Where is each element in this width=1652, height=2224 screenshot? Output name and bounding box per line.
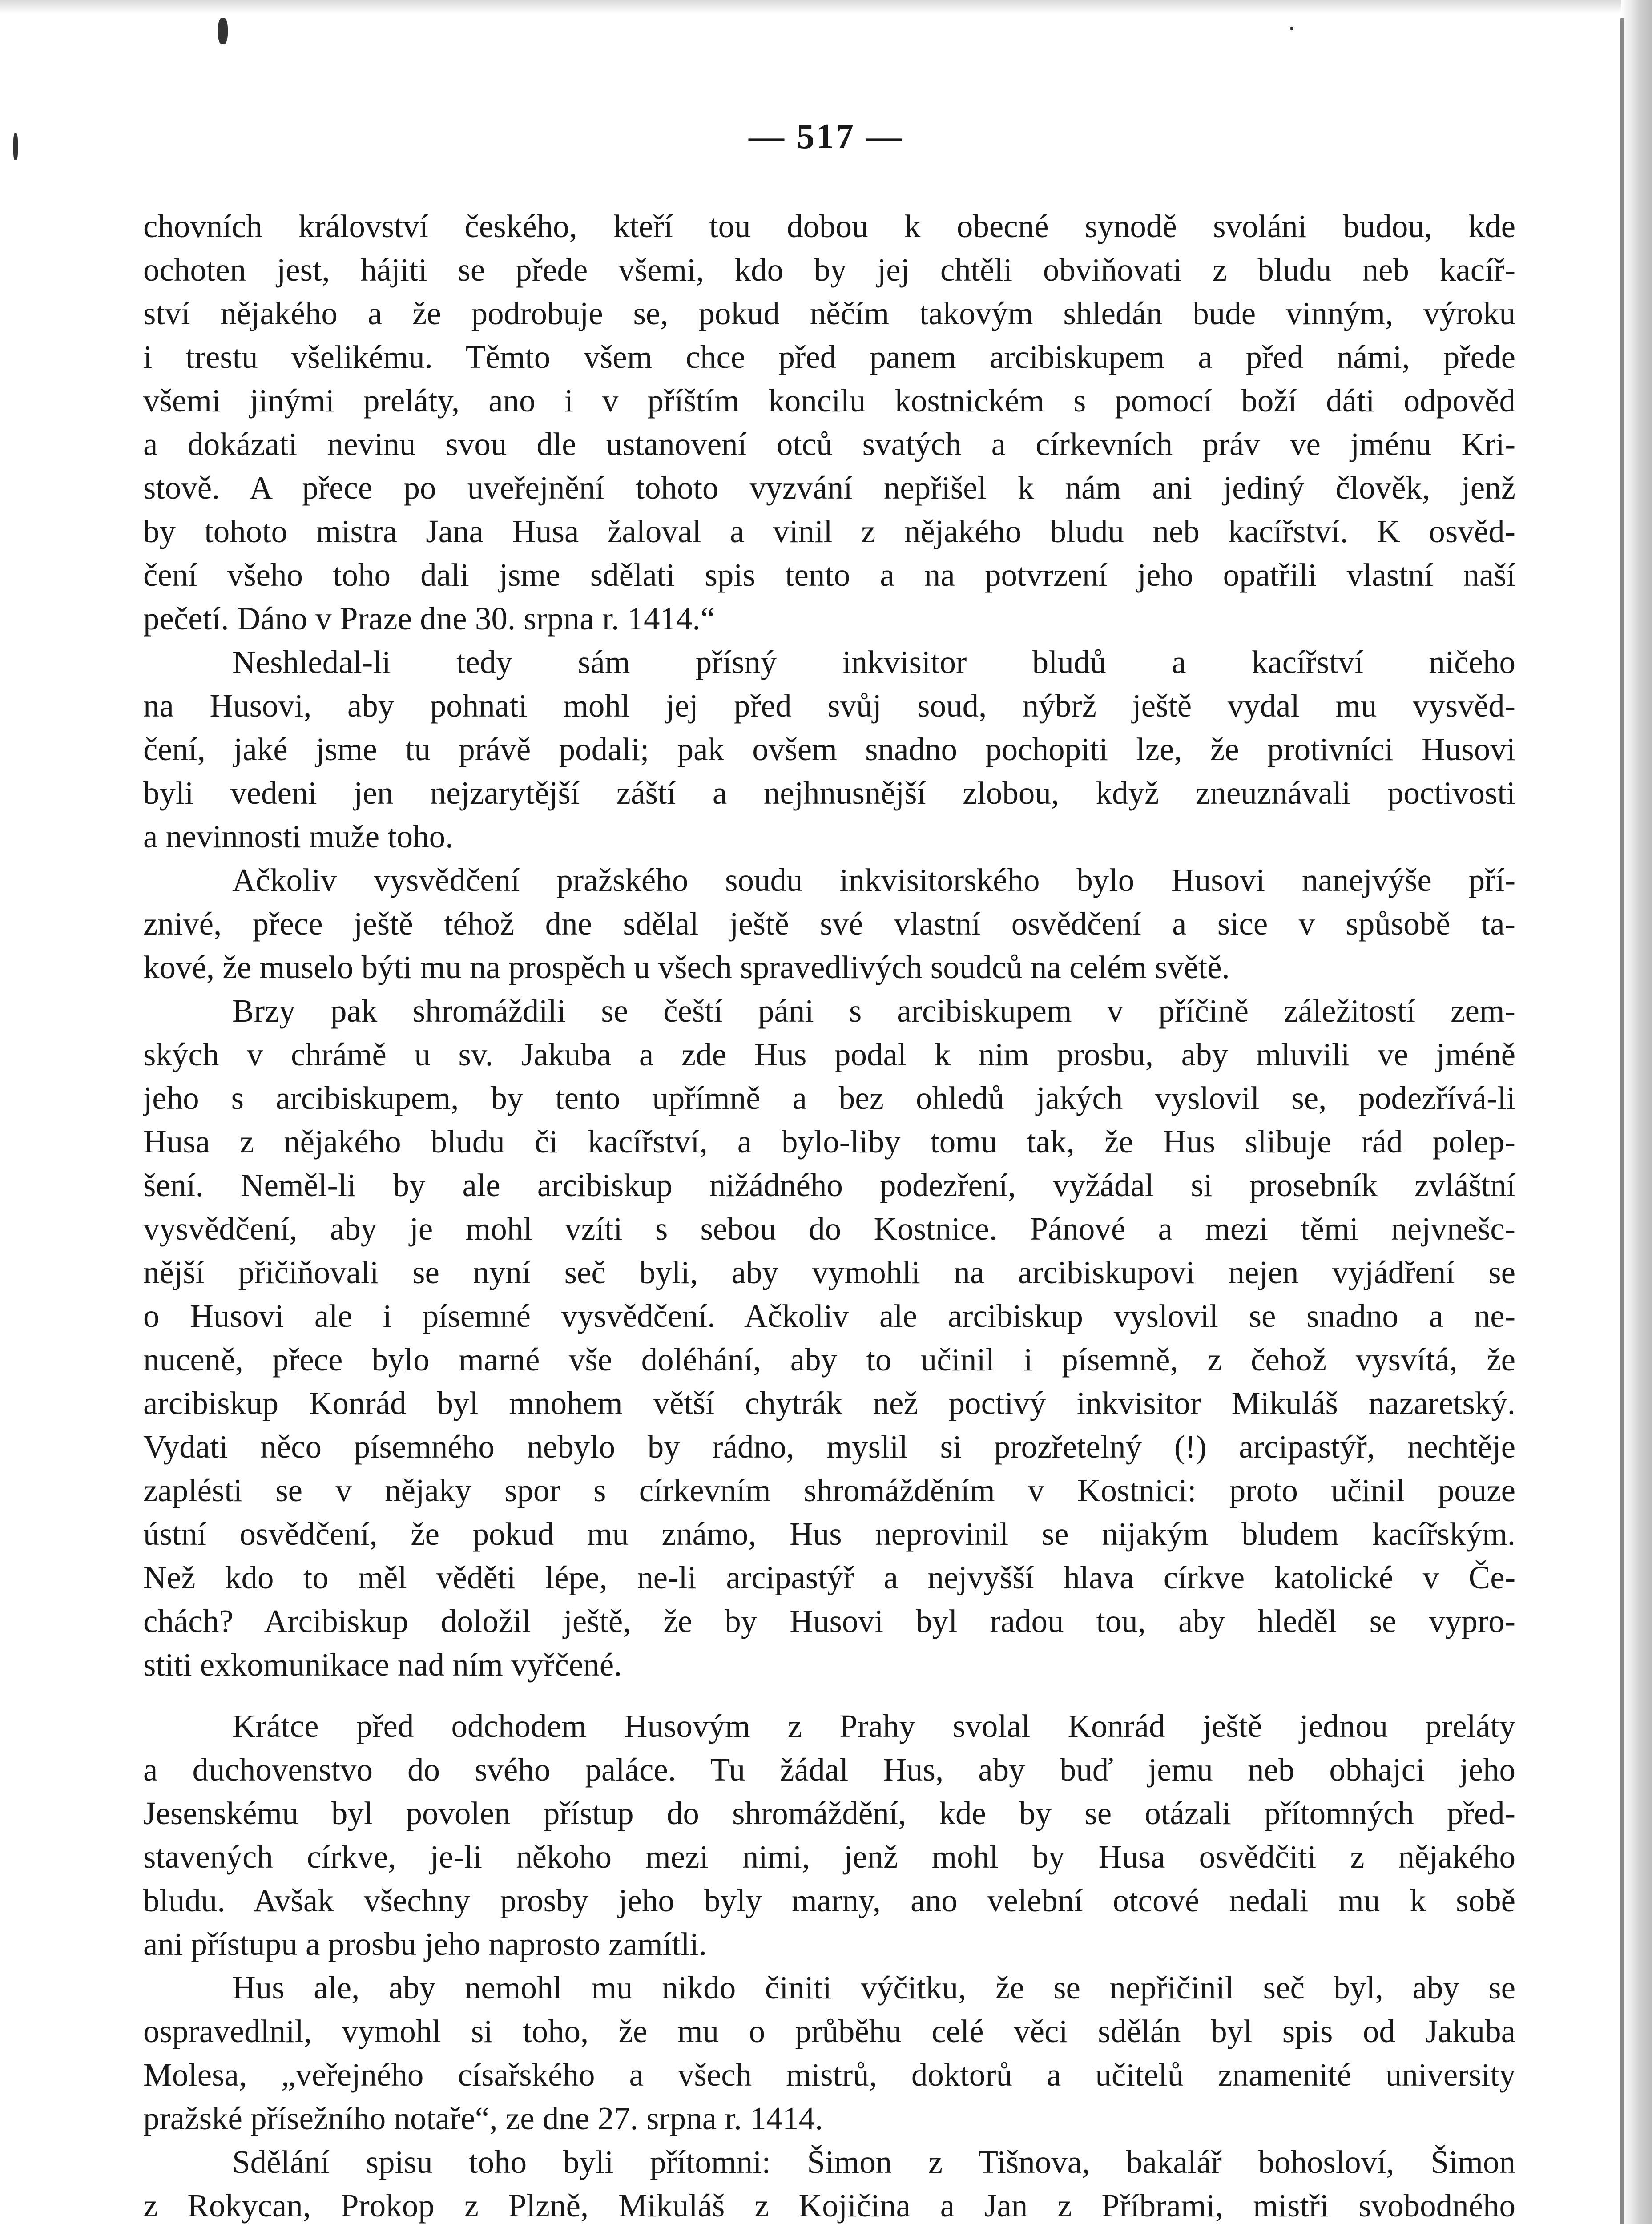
text-line: byli vedeni jen nejzarytější záští a nejhnusnější zlobou, když zneuznávali poctivosti: [143, 775, 1515, 811]
page-edge-line: [1620, 18, 1624, 2224]
text-line: bludu. Avšak všechny prosby jeho byly marny, ano velební otcové nedali mu k sobě: [143, 1882, 1515, 1918]
text-line: šení. Neměl-li by ale arcibiskup nižádného podezření, vyžádal si prosebník zvláštní: [143, 1167, 1515, 1203]
page-edge-right: [1621, 0, 1652, 2224]
body-text: [143, 205, 1515, 2224]
text-line: čení, jaké jsme tu právě podali; pak ovšem snadno pochopiti lze, že protivníci Husovi: [143, 731, 1515, 767]
text-line: by tohoto mistra Jana Husa žaloval a vinil z nějakého bludu neb kacířství. K osvěd-: [143, 513, 1515, 549]
text-line: Husa z nějakého bludu či kacířství, a bylo-liby tomu tak, že Hus slibuje rád polep-: [143, 1124, 1515, 1160]
paragraph: [143, 1704, 1515, 1966]
text-line: ských v chrámě u sv. Jakuba a zde Hus podal k nim prosbu, aby mluvili ve jméně: [143, 1036, 1515, 1072]
text-line: stiti exkomunikace nad ním vyřčené.: [143, 1647, 622, 1683]
text-line: Molesa, „veřejného císařského a všech mistrů, doktorů a učitelů znamenité university: [143, 2057, 1515, 2093]
text-line: Ačkoliv vysvědčení pražského soudu inkvisitorského bylo Husovi nanejvýše pří-: [232, 862, 1515, 898]
text-line: pražské přísežního notaře“, ze dne 27. srpna r. 1414.: [143, 2100, 823, 2136]
text-line: Sdělání spisu toho byli přítomni: Šimon z Tišnova, bakalář bohosloví, Šimon: [232, 2144, 1515, 2180]
text-line: znivé, přece ještě téhož dne sdělal ještě své vlastní osvědčení a sice v spůsobě ta-: [143, 906, 1515, 942]
text-line: ochoten jest, hájiti se přede všemi, kdo by jej chtěli obviňovati z bludu neb kacíř-: [143, 252, 1515, 288]
paragraph: [143, 989, 1515, 1687]
text-line: stově. A přece po uveřejnění tohoto vyzvání nepřišel k nám ani jediný člověk, jenž: [143, 470, 1515, 506]
text-line: nější přičiňovali se nyní seč byli, aby vymohli na arcibiskupovi nejen vyjádření se: [143, 1254, 1515, 1290]
paragraph: [143, 2140, 1515, 2224]
text-line: Hus ale, aby nemohl mu nikdo činiti výčitku, že se nepřičinil seč byl, aby se: [232, 1970, 1515, 2006]
paragraph: [143, 858, 1515, 989]
text-line: chovních království českého, kteří tou dobou k obecné synodě svoláni budou, kde: [143, 208, 1515, 244]
text-line: nuceně, přece bylo marné vše doléhání, aby to učinil i písemně, z čehož vysvítá, že: [143, 1342, 1515, 1378]
paragraph: [143, 1966, 1515, 2140]
text-line: arcibiskup Konrád byl mnohem větší chytrák než poctivý inkvisitor Mikuláš nazaretský.: [143, 1385, 1515, 1421]
paragraph-gap: [143, 1687, 1515, 1704]
text-line: Vydati něco písemného nebylo by rádno, myslil si prozřetelný (!) arcipastýř, nechtěje: [143, 1429, 1515, 1465]
text-line: ospravedlnil, vymohl si toho, že mu o průběhu celé věci sdělán byl spis od Jakuba: [143, 2013, 1515, 2049]
text-line: z Rokycan, Prokop z Plzně, Mikuláš z Kojičina a Jan z Příbrami, mistři svobodného: [143, 2188, 1515, 2224]
text-line: Brzy pak shromáždili se čeští páni s arcibiskupem v příčině záležitostí zem-: [232, 993, 1515, 1029]
text-line: zaplésti se v nějaky spor s církevním shromážděním v Kostnici: proto učinil pouze: [143, 1472, 1515, 1508]
text-line: Než kdo to měl věděti lépe, ne-li arcipastýř a nejvyšší hlava církve katolické v Če-: [143, 1559, 1515, 1595]
text-line: na Husovi, aby pohnati mohl jej před svůj soud, nýbrž ještě vydal mu vysvěd-: [143, 688, 1515, 724]
text-line: kové, že muselo býti mu na prospěch u všech spravedlivých soudců na celém světě.: [143, 949, 1230, 985]
text-line: Krátce před odchodem Husovým z Prahy svolal Konrád ještě jednou preláty: [232, 1708, 1515, 1744]
text-line: chách? Arcibiskup doložil ještě, že by Husovi byl radou tou, aby hleděl se vypro-: [143, 1603, 1515, 1639]
text-line: pečetí. Dáno v Praze dne 30. srpna r. 1414.“: [143, 600, 715, 637]
text-line: Jesenskému byl povolen přístup do shromáždění, kde by se otázali přítomných před-: [143, 1795, 1515, 1831]
text-line: ani přístupu a prosbu jeho naprosto zamítli.: [143, 1926, 707, 1962]
text-line: a duchovenstvo do svého paláce. Tu žádal Hus, aby buď jemu neb obhajci jeho: [143, 1752, 1515, 1788]
text-line: ústní osvědčení, že pokud mu známo, Hus neprovinil se nijakým bludem kacířským.: [143, 1516, 1515, 1552]
page-edge-top: [0, 0, 1652, 13]
text-line: vysvědčení, aby je mohl vzíti s sebou do Kostnice. Pánové a mezi těmi nejvnešc-: [143, 1211, 1515, 1247]
text-line: čení všeho toho dali jsme sdělati spis tento a na potvrzení jeho opatřili vlastní naší: [143, 557, 1515, 593]
text-line: o Husovi ale i písemné vysvědčení. Ačkoliv ale arcibiskup vyslovil se snadno a ne-: [143, 1298, 1515, 1334]
text-line: i trestu všelikému. Těmto všem chce před panem arcibiskupem a před námi, přede: [143, 339, 1515, 375]
text-line: Neshledal-li tedy sám přísný inkvisitor bludů a kacířství ničeho: [232, 644, 1515, 680]
text-line: všemi jinými preláty, ano i v příštím koncilu kostnickém s pomocí boží dáti odpověd: [143, 383, 1515, 419]
scan-speck: [1290, 27, 1293, 30]
text-line: ství nějakého a že podrobuje se, pokud něčím takovým shledán bude vinným, výroku: [143, 295, 1515, 331]
text-line: a nevinnosti muže toho.: [143, 818, 454, 854]
text-line: jeho s arcibiskupem, by tento upřímně a bez ohledů jakých vyslovil se, podezřívá-li: [143, 1080, 1515, 1116]
page-number: — 517 —: [749, 117, 903, 156]
text-line: stavených církve, je-li někoho mezi nimi, jenž mohl by Husa osvědčiti z nějakého: [143, 1839, 1515, 1875]
text-line: a dokázati nevinu svou dle ustanovení otců svatých a církevních práv ve jménu Kri-: [143, 426, 1515, 462]
paragraph: [143, 641, 1515, 858]
paragraph: [143, 205, 1515, 641]
scan-speck: [218, 18, 228, 44]
